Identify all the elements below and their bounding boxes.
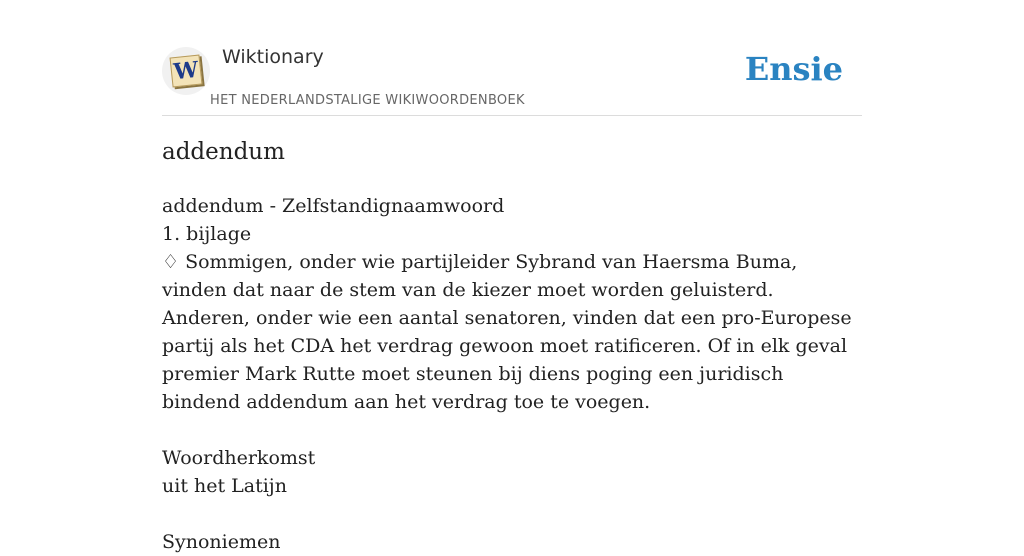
synonyms-heading: Synoniemen xyxy=(162,531,281,553)
page-title: addendum xyxy=(162,139,285,165)
page xyxy=(162,0,862,553)
site-name[interactable]: Wiktionary xyxy=(222,46,324,68)
spacer xyxy=(162,416,862,444)
site-tagline: HET NEDERLANDSTALIGE WIKIWOORDENBOEK xyxy=(210,93,525,108)
etymology-text: uit het Latijn xyxy=(162,475,287,497)
entry-content xyxy=(162,192,862,556)
w-tile-icon: W xyxy=(170,55,203,88)
ensie-brand-logo[interactable]: Ensie xyxy=(744,50,843,88)
definition: 1. bijlage xyxy=(162,223,252,245)
spacer xyxy=(162,500,862,528)
entry-heading: addendum - Zelfstandignaamwoord xyxy=(162,195,505,217)
wiktionary-logo[interactable] xyxy=(162,47,210,95)
etymology-heading: Woordherkomst xyxy=(162,447,316,469)
example-sentence: ♢ Sommigen, onder wie partijleider Sybrand van Haersma Buma, vinden dat naar de stem van de kiezer moet worden geluisterd. Anderen, onder wie een aantal senatoren, vinden dat een pro-Europese partij als het CDA het verdrag gewoon moet ratificeren. Of in elk geval premier Mark Rutte moet steunen bij diens poging een juridisch bindend addendum aan het verdrag toe te voegen. xyxy=(162,251,852,413)
site-header xyxy=(162,0,862,116)
